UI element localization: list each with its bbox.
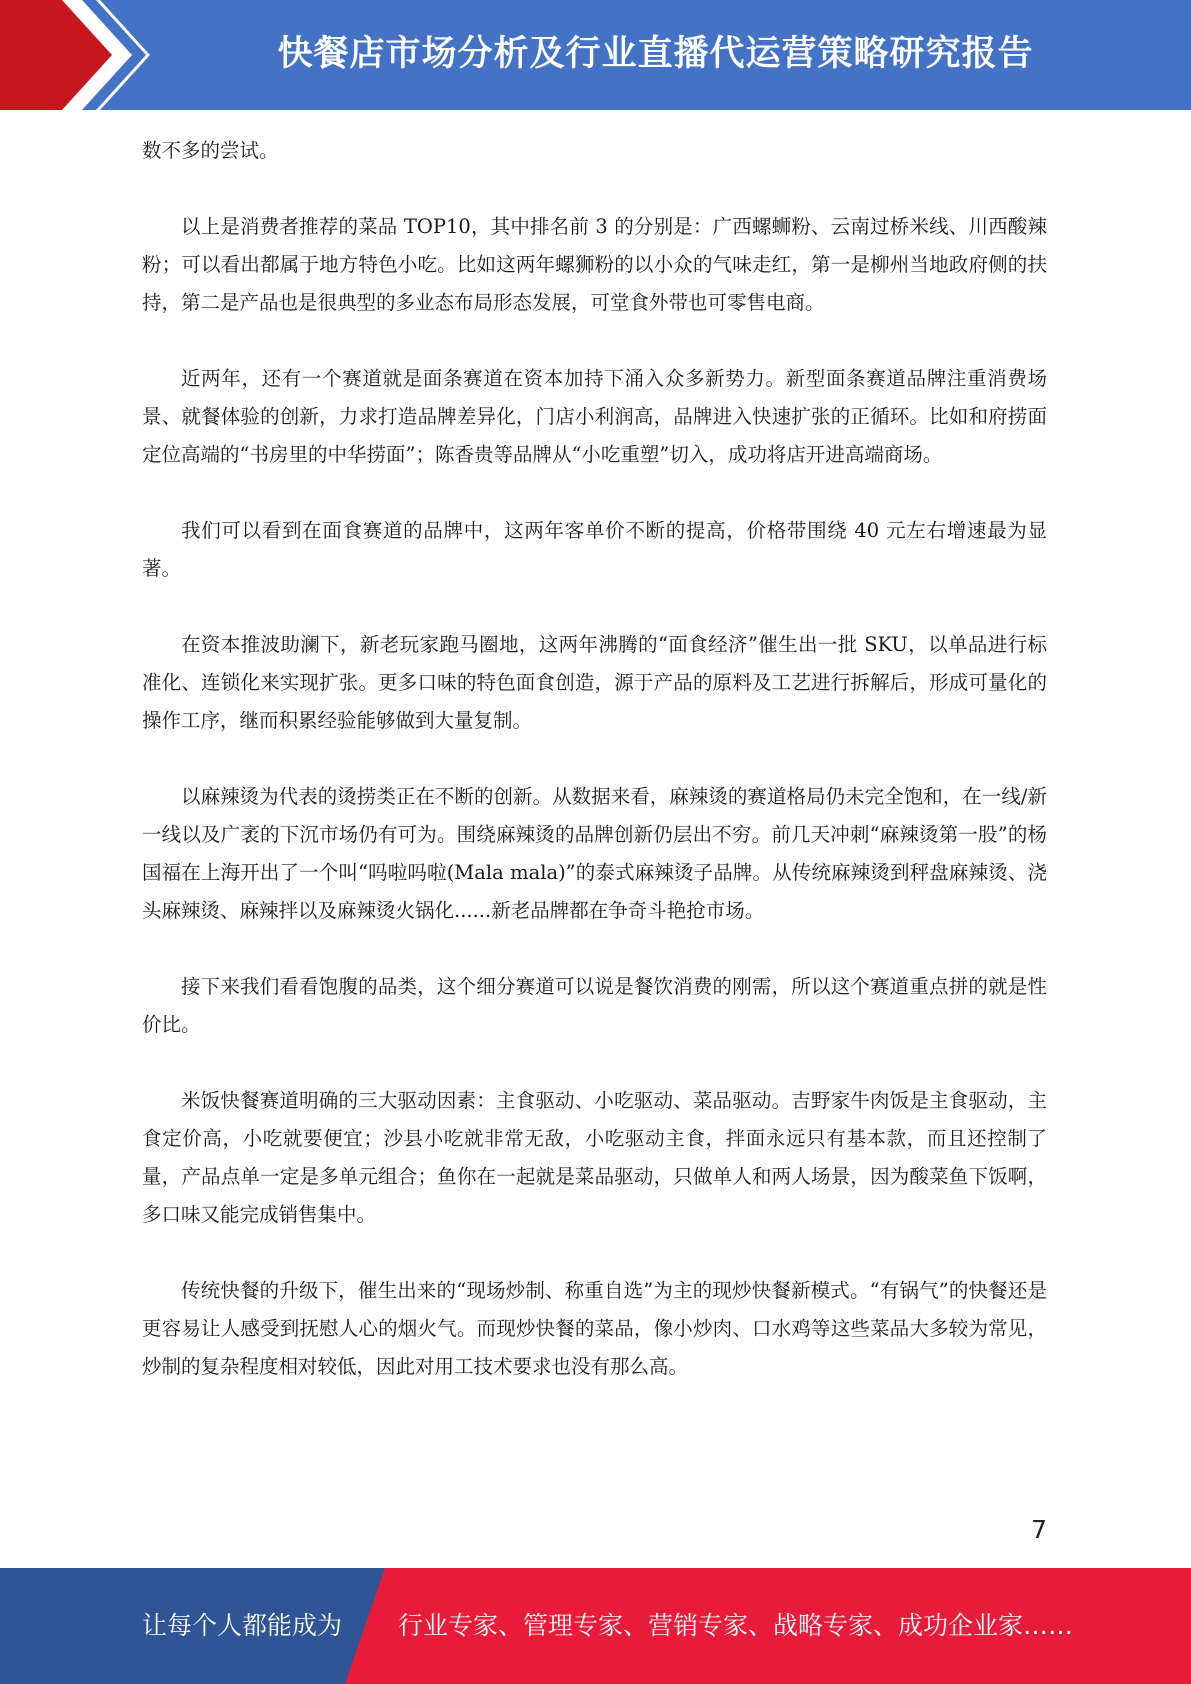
paragraph-malatang: 以麻辣烫为代表的烫捞类正在不断的创新。从数据来看，麻辣烫的赛道格局仍未完全饱和，在一线/新一线以及广袤的下沉市场仍有可为。围绕麻辣烫的品牌创新仍层出不穷。前几天冲刺“麻辣烫第一股”的杨国福在上海开出了一个叫“吗啦吗啦(Mala mala)”的泰式麻辣烫子品牌。从传统麻辣烫到秤盘麻辣烫、浇头麻辣烫、麻辣拌以及麻辣烫火锅化......新老品牌都在争奇斗艳抢市场。 bbox=[142, 785, 1047, 922]
paragraph-top10-dishes: 以上是消费者推荐的菜品 TOP10，其中排名前 3 的分别是：广西螺蛳粉、云南过桥米线、川西酸辣粉；可以看出都属于地方特色小吃。比如这两年螺狮粉的以小众的气味走红，第一是柳州当地政府侧的扶持，第二是产品也是很典型的多业态布局形态发展，可堂食外带也可零售电商。 bbox=[142, 215, 1047, 314]
report-title: 快餐店市场分析及行业直播代运营策略研究报告 bbox=[277, 34, 1034, 74]
paragraph-price-band: 我们可以看到在面食赛道的品牌中，这两年客单价不断的提高，价格带围绕 40 元左右增速最为显著。 bbox=[142, 519, 1047, 580]
header-chevron-decoration bbox=[0, 0, 160, 110]
paragraph-noodle-track: 近两年，还有一个赛道就是面条赛道在资本加持下涌入众多新势力。新型面条赛道品牌注重消费场景、就餐体验的创新，力求打造品牌差异化，门店小利润高，品牌进入快速扩张的正循环。比如和府捞面定位高端的“书房里的中华捞面”；陈香贵等品牌从“小吃重塑”切入，成功将店开进高端商场。 bbox=[142, 367, 1047, 466]
page-header bbox=[0, 0, 1191, 110]
paragraph-stir-fry-fastfood: 传统快餐的升级下，催生出来的“现场炒制、称重自选”为主的现炒快餐新模式。“有锅气”的快餐还是更容易让人感受到抚慰人心的烟火气。而现炒快餐的菜品，像小炒肉、口水鸡等这些菜品大多较为常见，炒制的复杂程度相对较低，因此对用工技术要求也没有那么高。 bbox=[142, 1279, 1047, 1378]
paragraph-filling-category: 接下来我们看看饱腹的品类，这个细分赛道可以说是餐饮消费的刚需，所以这个赛道重点拼的就是性价比。 bbox=[142, 975, 1047, 1036]
page-number: 7 bbox=[1031, 1515, 1047, 1544]
document-body bbox=[142, 132, 1047, 1424]
footer-slogan-right: 行业专家、管理专家、营销专家、战略专家、成功企业家…… bbox=[398, 1611, 1074, 1640]
paragraph-noodle-economy: 在资本推波助澜下，新老玩家跑马圈地，这两年沸腾的“面食经济”催生出一批 SKU，以单品进行标准化、连锁化来实现扩张。更多口味的特色面食创造，源于产品的原料及工艺进行拆解后，形成可量化的操作工序，继而积累经验能够做到大量复制。 bbox=[142, 633, 1047, 732]
footer-slogan-left: 让每个人都能成为 bbox=[142, 1611, 343, 1640]
paragraph-continuation: 数不多的尝试。 bbox=[142, 139, 279, 162]
page-footer bbox=[0, 1568, 1191, 1684]
paragraph-rice-fastfood: 米饭快餐赛道明确的三大驱动因素：主食驱动、小吃驱动、菜品驱动。吉野家牛肉饭是主食驱动，主食定价高，小吃就要便宜；沙县小吃就非常无敌，小吃驱动主食，拌面永远只有基本款，而且还控制了量，产品点单一定是多单元组合；鱼你在一起就是菜品驱动，只做单人和两人场景，因为酸菜鱼下饭啊，多口味又能完成销售集中。 bbox=[142, 1089, 1047, 1226]
